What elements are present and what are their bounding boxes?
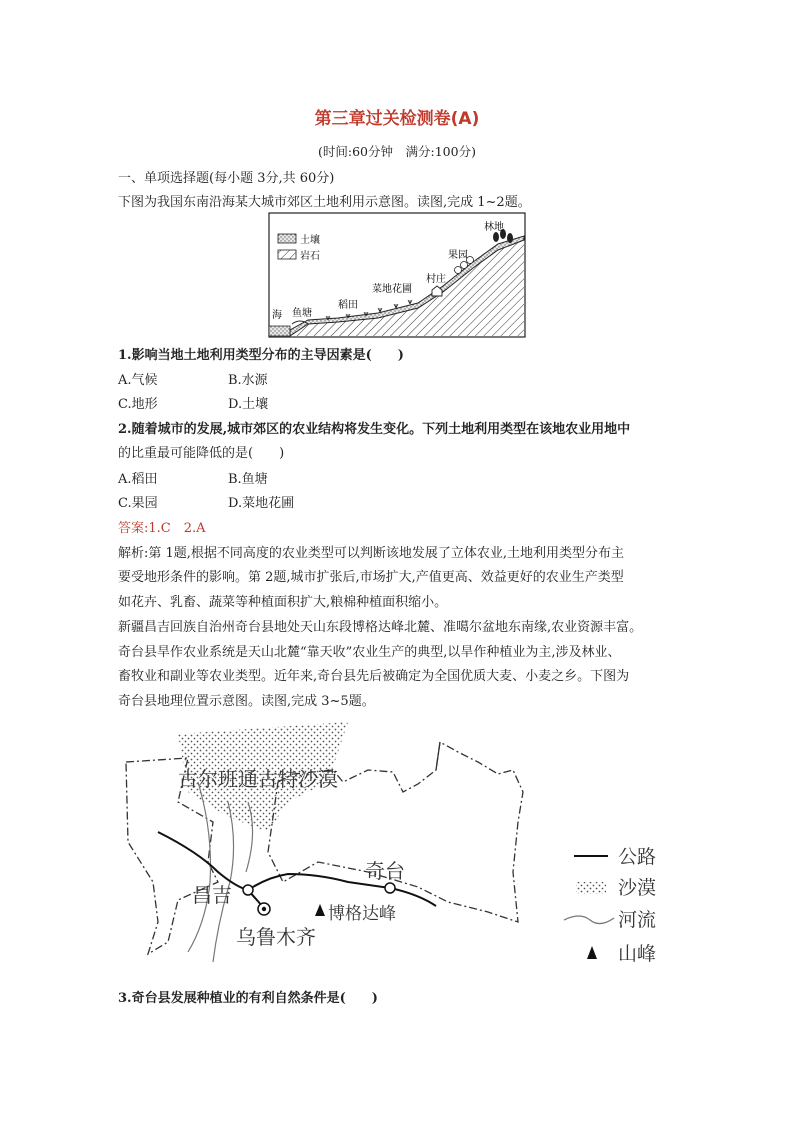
- label-changji: 昌吉: [192, 883, 232, 907]
- answer-line: 答案:1.C 2.A: [118, 521, 206, 536]
- legend-soil-label: 土壤: [300, 235, 320, 246]
- qitai-location-map: [118, 722, 678, 982]
- q2-option-c: C.果园: [118, 496, 158, 511]
- legend-mountain-icon: [587, 946, 597, 959]
- legend-river-label: 河流: [618, 909, 657, 931]
- intro-text-2-line3: 畜牧业和副业等农业类型。近年来,奇台县先后被确定为全国优质大麦、小麦之乡。下图为: [118, 669, 630, 684]
- question-1-stem: 1.影响当地土地利用类型分布的主导因素是( ): [118, 348, 404, 363]
- question-3-stem: 3.奇台县发展种植业的有利自然条件是( ): [118, 991, 378, 1006]
- question-2-stem-line2: 的比重最可能降低的是( ): [118, 446, 285, 461]
- intro-text-2-line2: 奇台县旱作农业系统是天山北麓“靠天收”农业生产的典型,以旱作种植业为主,涉及林业、: [118, 645, 621, 660]
- changji-city-marker: [243, 885, 253, 895]
- qitai-city-marker: [385, 883, 395, 893]
- q2-option-d: D.菜地花圃: [228, 496, 295, 511]
- label-forest: 林地: [484, 222, 504, 233]
- label-paddy: 稻田: [338, 300, 358, 311]
- urumqi-capital-dot: [262, 907, 266, 911]
- q1-option-b: B.水源: [228, 373, 268, 388]
- legend-mountain-label: 山峰: [618, 943, 657, 965]
- label-orchard: 果园: [448, 250, 468, 261]
- legend-desert-symbol: [576, 882, 606, 894]
- label-village: 村庄: [426, 274, 446, 285]
- analysis-line-2: 要受地形条件的影响。第 2题,城市扩张后,市场扩大,产值更高、效益更好的农业生产类型: [118, 570, 624, 585]
- label-sea: 海: [272, 310, 282, 321]
- label-desert: 古尔班通古特沙漠: [178, 767, 338, 791]
- label-bogda-peak: 博格达峰: [328, 904, 396, 924]
- q2-option-a: A.稻田: [118, 472, 158, 487]
- legend-desert-label: 沙漠: [618, 877, 657, 899]
- label-fishpond: 鱼塘: [292, 308, 312, 319]
- label-urumqi: 乌鲁木齐: [236, 925, 316, 949]
- page-subtitle: (时间:60分钟 满分:100分): [318, 144, 476, 159]
- road-east: [248, 874, 436, 906]
- sea-shape: [269, 326, 290, 336]
- land-use-cross-section-figure: [268, 212, 526, 338]
- label-vegetable-flower: 菜地花圃: [372, 284, 412, 295]
- analysis-line-3: 如花卉、乳畜、蔬菜等种植面积扩大,粮棉种植面积缩小。: [118, 595, 448, 610]
- legend-rock-swatch: [278, 250, 296, 259]
- label-qitai: 奇台: [365, 859, 405, 883]
- question-2-stem-line1: 2.随着城市的发展,城市郊区的农业结构将发生变化。下列土地利用类型在该地农业用地中: [118, 422, 631, 437]
- boundary-line: [436, 742, 440, 770]
- intro-text-2-line4: 奇台县地理位置示意图。读图,完成 3~5题。: [118, 694, 375, 709]
- q2-option-b: B.鱼塘: [228, 472, 268, 487]
- q1-option-c: C.地形: [118, 397, 158, 412]
- analysis-line-1: 解析:第 1题,根据不同高度的农业类型可以判断该地发展了立体农业,土地利用类型分布主: [118, 546, 625, 561]
- intro-text-1: 下图为我国东南沿海某大城市郊区土地利用示意图。读图,完成 1~2题。: [118, 195, 531, 210]
- legend-rock-label: 岩石: [300, 251, 320, 262]
- river-1: [188, 782, 211, 952]
- intro-text-2-line1: 新疆昌吉回族自治州奇台县地处天山东段博格达峰北麓、准噶尔盆地东南缘,农业资源丰富。: [118, 620, 643, 635]
- legend-river-symbol: [564, 916, 614, 924]
- q1-option-a: A.气候: [118, 373, 158, 388]
- q1-option-d: D.土壤: [228, 397, 269, 412]
- section-heading: 一、单项选择题(每小题 3分,共 60分): [118, 171, 335, 186]
- bogda-peak-icon: [315, 904, 325, 916]
- legend-soil-swatch: [278, 234, 296, 243]
- page-title: 第三章过关检测卷(A): [314, 109, 480, 129]
- legend-road-label: 公路: [618, 846, 657, 868]
